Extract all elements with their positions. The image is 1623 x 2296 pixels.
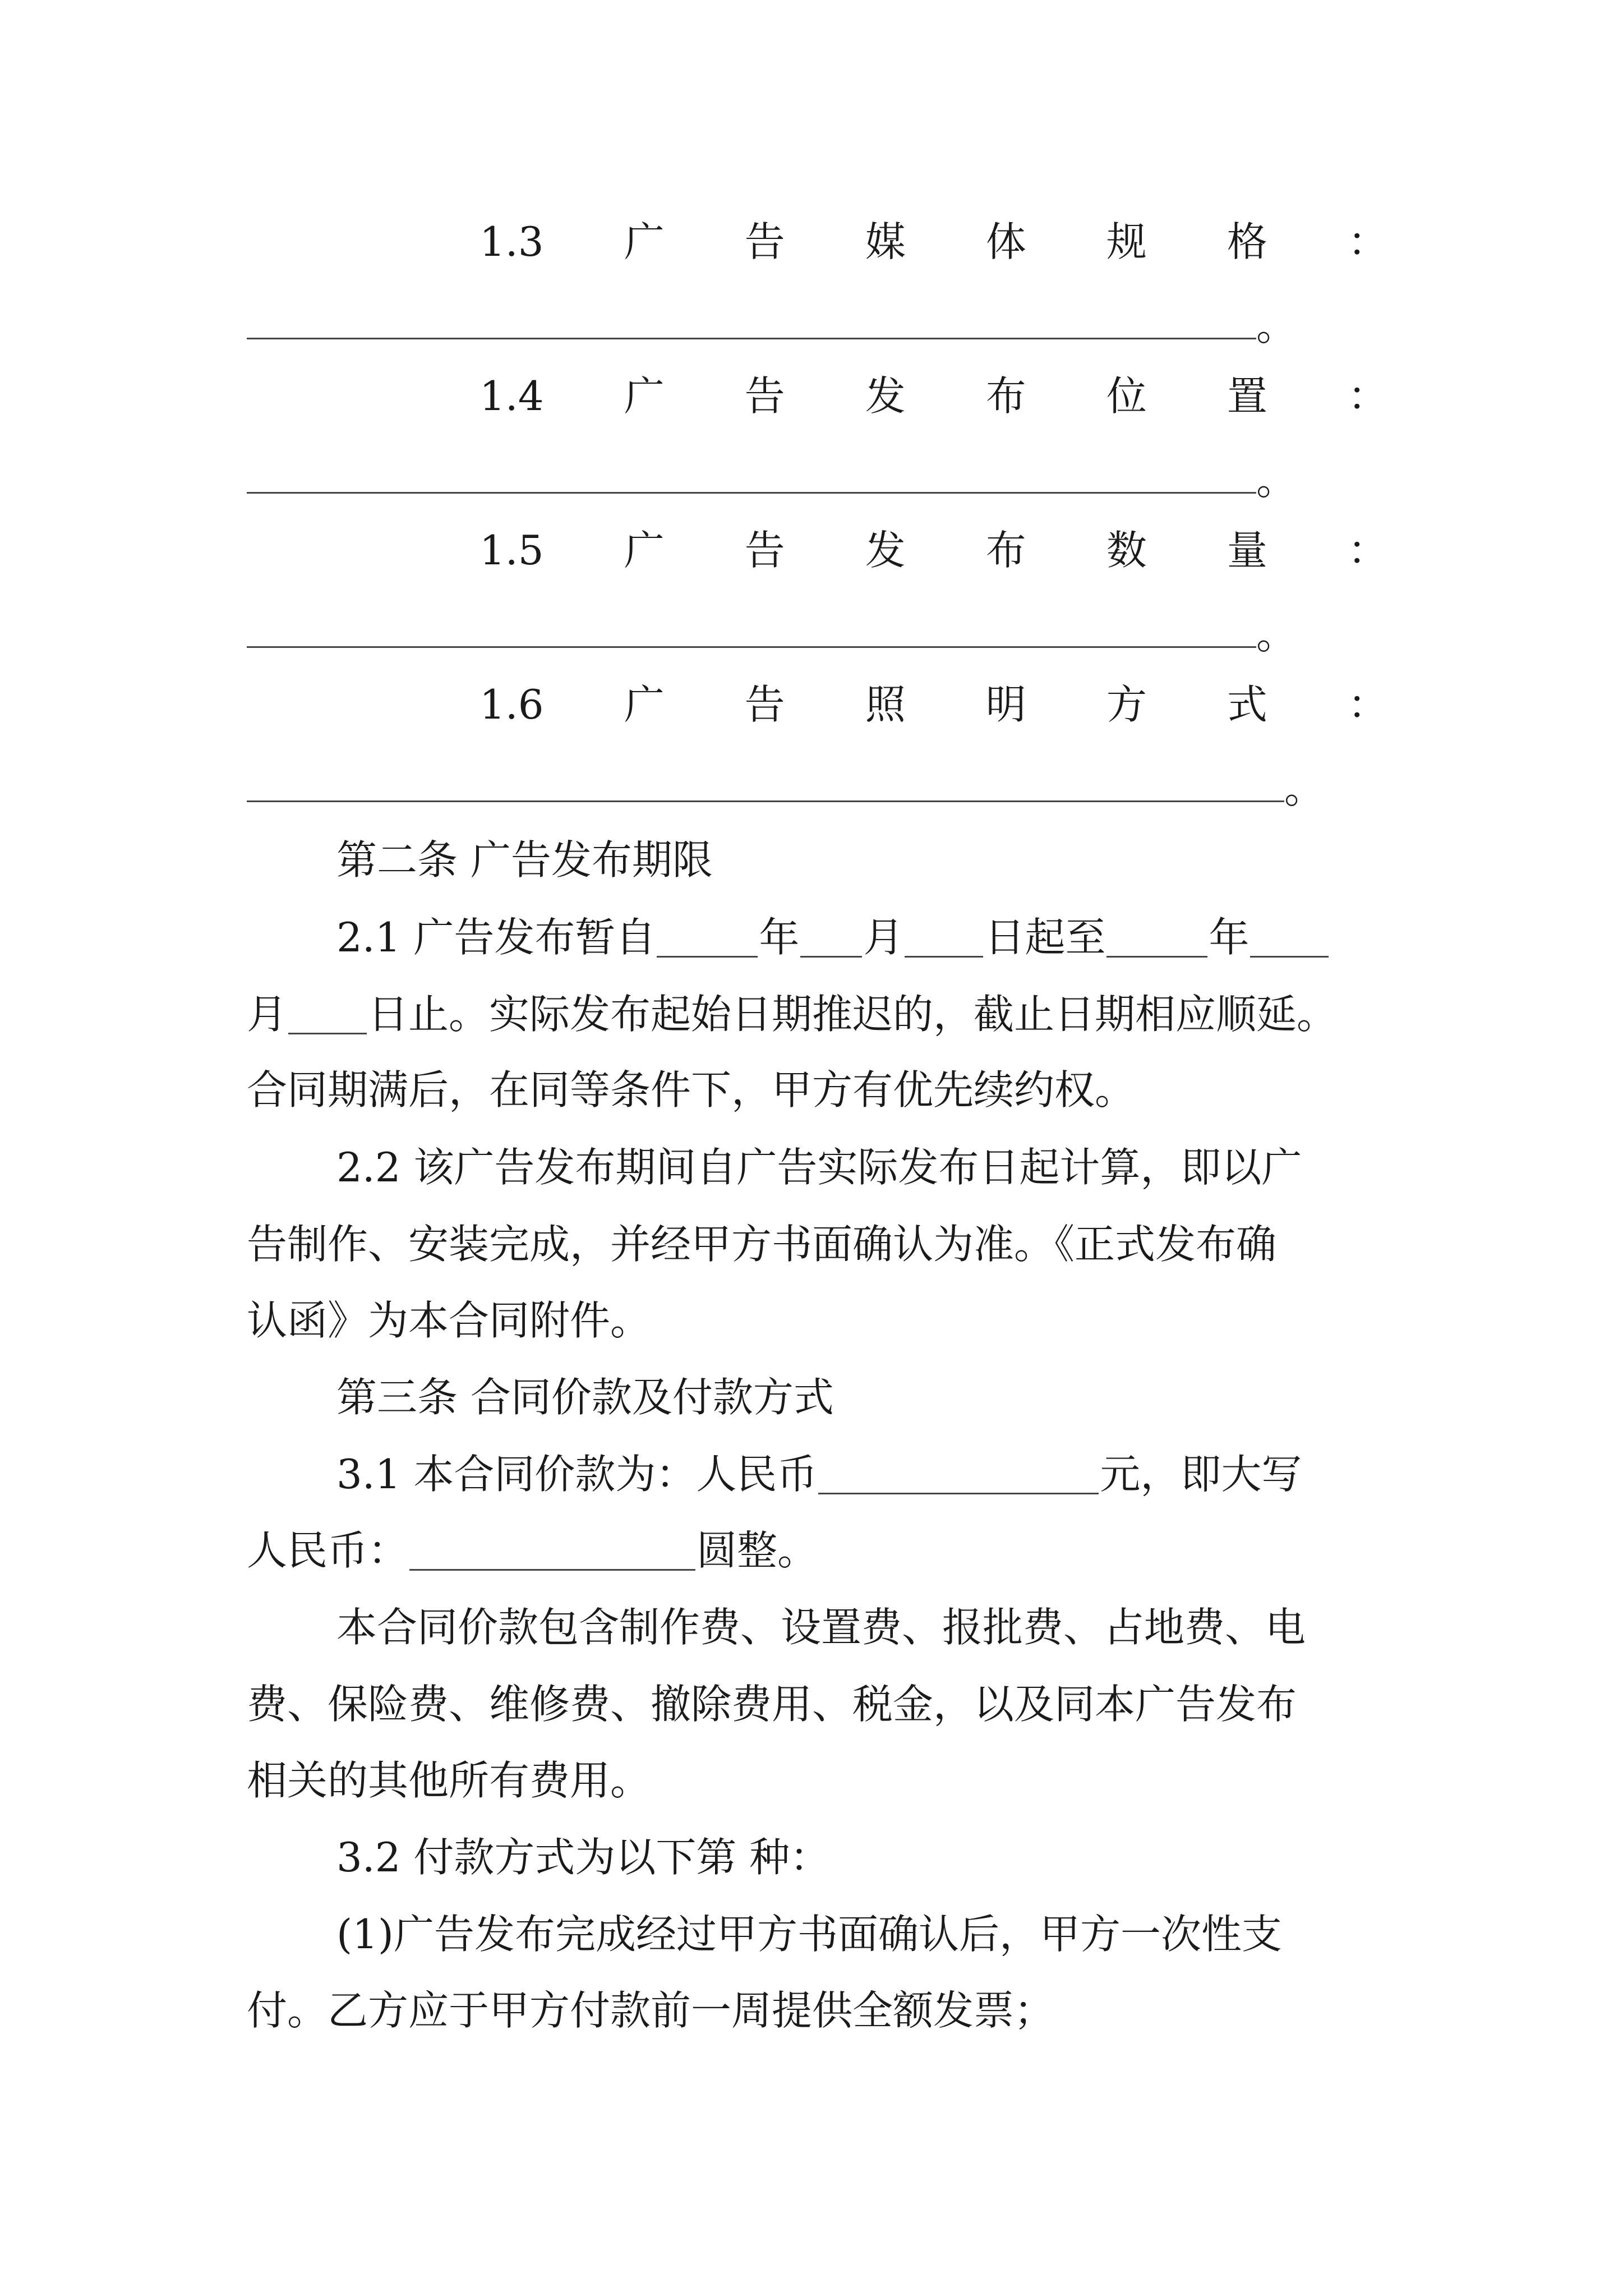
item-number: 1.6 (479, 681, 544, 728)
payment-option-1-line-1: (1)广告发布完成经过甲方书面确认后，甲方一次性支 (336, 1911, 1282, 1958)
item-1-3-label: 1.3 广 告 媒 体 规 格 ： (479, 218, 1388, 265)
item-1-4-label: 1.4 广 告 发 布 位 置 ： (479, 372, 1388, 420)
item-1-5-end: 。 (1256, 611, 1297, 658)
clause-3-1-line-1: 3.1 本合同价款为：人民币 元，即大写 (336, 1451, 1302, 1498)
item-number: 1.4 (479, 372, 544, 420)
fee-paragraph-line-2: 费、保险费、维修费、撤除费用、税金，以及同本广告发布 (247, 1681, 1297, 1728)
clause-2-2-line-1: 2.2 该广告发布期间自广告实际发布日起计算，即以广 (336, 1144, 1302, 1191)
clause-2-1-line-2: 月 日止。实际发布起始日期推迟的，截止日期相应顺延。 (247, 991, 1338, 1038)
item-1-5-label: 1.5 广 告 发 布 数 量 ： (479, 527, 1388, 574)
month-blank (1250, 923, 1329, 958)
fill-in-blank-line (247, 338, 1256, 339)
clause-2-1-line-1: 2.1 广告发布暂自 年 月 日起至 年 (336, 917, 1330, 958)
month-blank (800, 923, 862, 958)
fill-in-blank-line (247, 800, 1284, 802)
fee-paragraph-line-1: 本合同价款包含制作费、设置费、报批费、占地费、电 (336, 1604, 1306, 1651)
article-2-heading: 第二条 广告发布期限 (336, 836, 713, 884)
item-number: 1.5 (479, 527, 544, 574)
year-blank (657, 923, 758, 958)
item-1-4-end: 。 (1256, 457, 1297, 504)
item-number: 1.3 (479, 218, 544, 265)
clause-3-2: 3.2 付款方式为以下第 种： (336, 1834, 831, 1881)
fill-in-blank-line (247, 492, 1256, 494)
clause-2-1-line-3: 合同期满后，在同等条件下，甲方有优先续约权。 (247, 1066, 1136, 1114)
item-1-6-end: 。 (1284, 765, 1325, 812)
payment-option-1-line-2: 付。乙方应于甲方付款前一周提供全额发票； (247, 1987, 1055, 2034)
day-blank (288, 1000, 367, 1034)
fill-in-blank-line (247, 646, 1256, 648)
fee-paragraph-line-3: 相关的其他所有费用。 (247, 1757, 651, 1804)
amount-in-words-blank (409, 1536, 695, 1571)
year-blank (1106, 923, 1207, 958)
item-1-3-end: 。 (1256, 302, 1297, 349)
article-3-heading: 第三条 合同价款及付款方式 (336, 1374, 834, 1421)
clause-2-2-line-2: 告制作、安装完成，并经甲方书面确认为准。《正式发布确 (247, 1221, 1277, 1268)
day-blank (905, 923, 983, 958)
clause-3-1-line-2: 人民币： 圆整。 (247, 1527, 818, 1574)
clause-2-2-line-3: 认函》为本合同附件。 (247, 1297, 651, 1344)
amount-blank (818, 1460, 1099, 1494)
item-1-6-label: 1.6 广 告 照 明 方 式 ： (479, 681, 1388, 728)
